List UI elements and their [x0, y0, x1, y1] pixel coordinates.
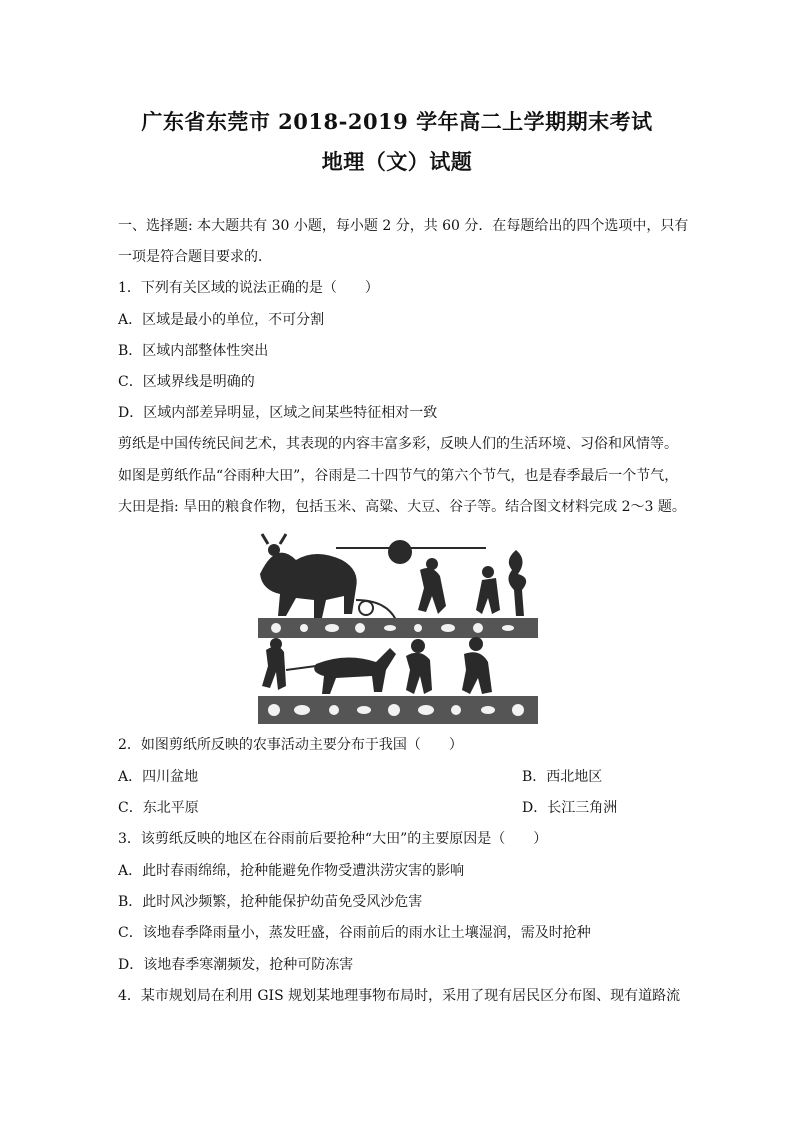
material-line-2: 如图是剪纸作品“谷雨种大田”，谷雨是二十四节气的第六个节气，也是春季最后一个节气， [118, 468, 679, 484]
material-line-1: 剪纸是中国传统民间艺术，其表现的内容丰富多彩，反映人们的生活环境、习俗和风情等。 [118, 436, 678, 452]
section-heading-line-1: 一、选择题: 本大题共有 30 小题，每小题 2 分，共 60 分．在每题给出的四个选项中，只有 [118, 218, 689, 234]
document-title: 广东省东莞市 2018-2019 学年高二上学期期末考试 [141, 109, 653, 134]
question-2-option-d: D．长江三角洲 [522, 800, 618, 816]
question-2-options-row-1 [118, 767, 682, 787]
papercut-illustration [256, 530, 540, 726]
question-4-stem: 4．某市规划局在利用 GIS 规划某地理事物布局时，采用了现有居民区分布图、现有道路流 [118, 988, 681, 1004]
question-3-option-a: A．此时春雨绵绵，抢种能避免作物受遭洪涝灾害的影响 [118, 863, 465, 879]
papercut-icon [256, 530, 540, 726]
question-1-option-d: D．区域内部差异明显，区域之间某些特征相对一致 [118, 405, 438, 421]
question-1-stem: 1．下列有关区域的说法正确的是（ ） [118, 280, 379, 296]
question-2-options-row-2 [118, 798, 682, 818]
question-3-stem: 3．该剪纸反映的地区在谷雨前后要抢种“大田”的主要原因是（ ） [118, 831, 548, 847]
question-1-option-c: C．区域界线是明确的 [118, 374, 255, 390]
question-2-option-c: C．东北平原 [118, 800, 199, 816]
question-1-option-a: A．区域是最小的单位，不可分割 [118, 312, 325, 328]
question-2-option-b: B．西北地区 [522, 769, 603, 785]
material-line-3: 大田是指: 旱田的粮食作物，包括玉米、高粱、大豆、谷子等。结合图文材料完成 2～3 题。 [118, 499, 686, 515]
document-subtitle: 地理（文）试题 [321, 149, 473, 174]
section-heading-line-2: 一项是符合题目要求的． [118, 249, 272, 265]
question-3-option-c: C．该地春季降雨量小，蒸发旺盛，谷雨前后的雨水让土壤湿润，需及时抢种 [118, 925, 591, 941]
question-2-stem: 2．如图剪纸所反映的农事活动主要分布于我国（ ） [118, 737, 463, 753]
question-3-option-b: B．此时风沙频繁，抢种能保护幼苗免受风沙危害 [118, 894, 423, 910]
question-3-option-d: D．该地春季寒潮频发，抢种可防冻害 [118, 957, 354, 973]
question-1-option-b: B．区域内部整体性突出 [118, 343, 269, 359]
question-2-option-a: A．四川盆地 [118, 769, 199, 785]
